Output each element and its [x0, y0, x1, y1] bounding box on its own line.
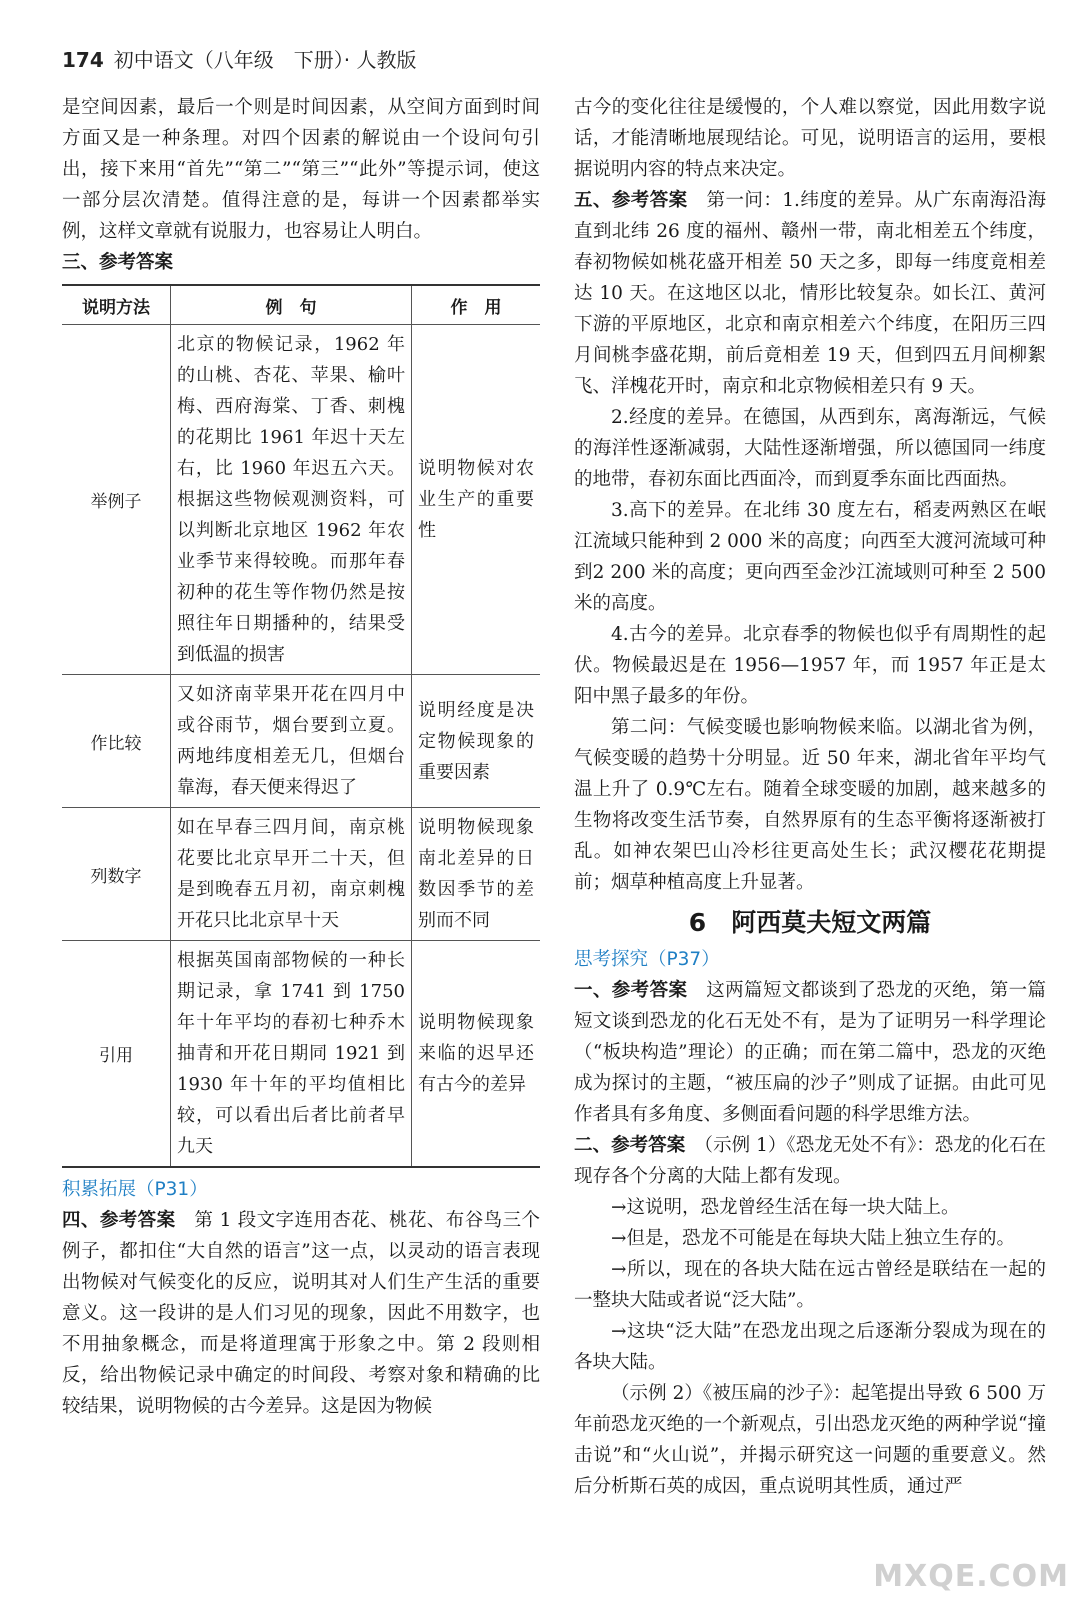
answer-table — [62, 284, 540, 1168]
table-header-row — [62, 285, 540, 325]
example-cell: 北京的物候记录，1962 年的山桃、杏花、苹果、榆叶梅、西府海棠、丁香、刺槐的花期比 1961 年迟十天左右，比 1960 年迟五六天。根据这些物候观测资料，可以判断北京地区 1962 年农业季节来得较晚。而那年春初种的花生等作物仍然是按照往年日期播种的，结果受到低温的损害 — [171, 325, 412, 675]
left-column — [62, 92, 540, 1422]
example-cell: 如在早春三四月间，南京桃花要比北京早开二十天，但是到晚春五月初，南京刺槐开花只比北京早十天 — [171, 808, 412, 941]
method-cell: 作比较 — [62, 675, 171, 808]
effect-cell: 说明经度是决定物候现象的重要因素 — [412, 675, 541, 808]
answer2-text: （示例 1）《恐龙无处不有》：恐龙的化石在现存各个分离的大陆上都有发现。 — [574, 1135, 1046, 1187]
example-cell: 根据英国南部物候的一种长期记录，拿 1741 到 1750 年十年平均的春初七种乔木抽青和开花日期同 1921 到 1930 年十年的平均值相比较，可以看出后者比前者早九天 — [171, 941, 412, 1168]
table-row — [62, 941, 540, 1168]
section3-title: 三、参考答案 — [62, 252, 174, 273]
method-cell: 举例子 — [62, 325, 171, 675]
section4-text: 第 1 段文字连用杏花、桃花、布谷鸟三个例子，都扣住“大自然的语言”这一点，以灵动的语言表现出物候对气候变化的反应，说明其对人们生产生活的重要意义。这一段讲的是人们习见的现象，因此不用数字，也不用抽象概念，而是将道理寓于形象之中。第 2 段则相反，给出物候记录中确定的时间段、考察对象和精确的比较结果，说明物候的古今差异。这是因为物候 — [62, 1210, 540, 1417]
intro-paragraph: 是空间因素，最后一个则是时间因素，从空间方面到时间方面又是一种条理。对四个因素的解说由一个设问句引出，接下来用“首先”“第二”“第三”“此外”等提示词，使这一部分层次清楚。值得注意的是，每讲一个因素都举实例，这样文章就有说服力，也容易让人明白。 — [62, 97, 540, 242]
reasoning-step: →所以，现在的各块大陆在远古曾经是联结在一起的一整块大陆或者说“泛大陆”。 — [574, 1259, 1046, 1311]
lesson-title: 6 阿西莫夫短文两篇 — [688, 908, 932, 937]
altitude-paragraph: 3.高下的差异。在北纬 30 度左右，稻麦两熟区在岷江流域只能种到 2 000 米的高度；向西至大渡河流域可种到2 200 米的高度；更向西至金沙江流域则可种至 2 500 米的高度。 — [574, 500, 1046, 614]
method-cell: 列数字 — [62, 808, 171, 941]
answer1-text: 这两篇短文都谈到了恐龙的灭绝，第一篇短文谈到恐龙的化石无处不有，是为了证明另一科学理论（“板块构造”理论）的正确；而在第二篇中，恐龙的灭绝成为探讨的主题，“被压扁的沙子”则成了证据。由此可见作者具有多角度、多侧面看问题的科学思维方法。 — [574, 980, 1046, 1125]
table-header: 作 用 — [412, 285, 541, 325]
table-header: 说明方法 — [62, 285, 171, 325]
answer1-paragraph — [574, 975, 1046, 1130]
example2-paragraph: （示例 2）《被压扁的沙子》：起笔提出导致 6 500 万年前恐龙灭绝的一个新观点，引出恐龙灭绝的两种学说“撞击说”和“火山说”，并揭示研究这一问题的重要意义。然后分析斯石英的成因，重点说明其性质，通过严 — [574, 1383, 1046, 1497]
right-column — [574, 92, 1046, 1502]
table-row — [62, 675, 540, 808]
reasoning-step: →这说明，恐龙曾经生活在每一块大陆上。 — [611, 1197, 960, 1218]
accumulate-heading: 积累拓展（P31） — [62, 1179, 208, 1200]
section5-label: 五、参考答案 — [574, 190, 688, 211]
continued-paragraph: 古今的变化往往是缓慢的，个人难以察觉，因此用数字说话，才能清晰地展现结论。可见，说明语言的运用，要根据说明内容的特点来决定。 — [574, 97, 1046, 180]
reasoning-step: →但是，恐龙不可能是在每块大陆上独立生存的。 — [611, 1228, 1016, 1249]
page-number: 174 — [62, 48, 104, 72]
example-cell: 又如济南苹果开花在四月中或谷雨节，烟台要到立夏。两地纬度相差无几，但烟台靠海，春天便来得迟了 — [171, 675, 412, 808]
answer2-label: 二、参考答案 — [574, 1135, 686, 1156]
effect-cell: 说明物候对农业生产的重要性 — [412, 325, 541, 675]
section4-paragraph — [62, 1205, 540, 1422]
longitude-paragraph: 2.经度的差异。在德国，从西到东，离海渐远，气候的海洋性逐渐减弱，大陆性逐渐增强，所以德国同一纬度的地带，春初东面比西面冷，而到夏季东面比西面热。 — [574, 407, 1046, 490]
section5-q1-text: 第一问：1.纬度的差异。从广东南海沿海直到北纬 26 度的福州、赣州一带，南北相差五个纬度，春初物候如桃花盛开相差 50 天之多，即每一纬度竟相差达 10 天。在这地区以北，情形比较复杂。如长江、黄河下游的平原地区，北京和南京相差六个纬度，在阳历三四月间桃李盛花期，前后竟相差 19 天，但到四五月间柳絮飞、洋槐花开时，南京和北京物候相差只有 9 天。 — [574, 190, 1046, 397]
watermark: MXQE.COM — [873, 1559, 1069, 1594]
table-header: 例 句 — [171, 285, 412, 325]
effect-cell: 说明物候现象南北差异的日数因季节的差别而不同 — [412, 808, 541, 941]
second-question-paragraph: 第二问：气候变暖也影响物候来临。以湖北省为例，气候变暖的趋势十分明显。近 50 年来，湖北省年平均气温上升了 0.9℃左右。随着全球变暖的加剧，越来越多的生物将改变生活节奏，自然界原有的生态平衡将逐渐被打乱。如神农架巴山冷杉往更高处生长；武汉樱花花期提前；烟草种植高度上升显著。 — [574, 717, 1046, 893]
section4-label: 四、参考答案 — [62, 1210, 176, 1231]
answer2-paragraph — [574, 1130, 1046, 1192]
book-title: 初中语文（八年级 下册）· 人教版 — [113, 48, 417, 72]
ancient-modern-paragraph: 4.古今的差异。北京春季的物候也似乎有周期性的起伏。物候最迟是在 1956—1957 年，而 1957 年正是太阳中黑子最多的年份。 — [574, 624, 1046, 707]
effect-cell: 说明物候现象来临的迟早还有古今的差异 — [412, 941, 541, 1168]
table-row — [62, 325, 540, 675]
think-explore-heading: 思考探究（P37） — [574, 949, 720, 970]
reasoning-step: →这块“泛大陆”在恐龙出现之后逐渐分裂成为现在的各块大陆。 — [574, 1321, 1046, 1373]
page-header — [62, 44, 416, 73]
section5-paragraph — [574, 185, 1046, 402]
table-row — [62, 808, 540, 941]
method-cell: 引用 — [62, 941, 171, 1168]
answer1-label: 一、参考答案 — [574, 980, 688, 1001]
